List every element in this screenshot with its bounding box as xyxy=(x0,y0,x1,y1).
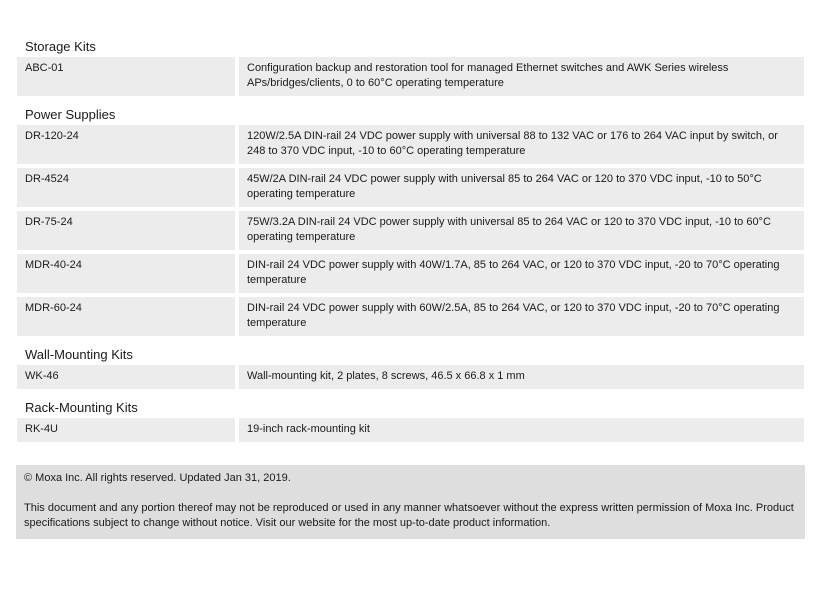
table-row xyxy=(17,211,804,250)
model-name: DR-75-24 xyxy=(17,211,235,250)
model-description: Wall-mounting kit, 2 plates, 8 screws, 46.5 x 66.8 x 1 mm xyxy=(239,365,804,389)
copyright-text: © Moxa Inc. All rights reserved. Updated Jan 31, 2019. xyxy=(24,472,291,484)
footer-notice xyxy=(16,465,805,539)
section-rack-mounting-kits xyxy=(17,393,804,442)
section-storage-kits xyxy=(17,32,804,96)
model-description: 19-inch rack-mounting kit xyxy=(239,418,804,442)
model-name: RK-4U xyxy=(17,418,235,442)
accessories-list xyxy=(17,30,804,446)
model-description: 75W/3.2A DIN-rail 24 VDC power supply with universal 85 to 264 VAC or 120 to 370 VDC input, -10 to 60°C operating temperature xyxy=(239,211,804,250)
section-title: Storage Kits xyxy=(25,39,96,54)
table-row xyxy=(17,365,804,389)
table-row xyxy=(17,125,804,164)
model-name: ABC-01 xyxy=(17,57,235,96)
table-row xyxy=(17,254,804,293)
table-row xyxy=(17,297,804,336)
section-title: Rack-Mounting Kits xyxy=(25,400,138,415)
model-description: Configuration backup and restoration tool for managed Ethernet switches and AWK Series wireless APs/bridges/clients, 0 to 60°C operating temperature xyxy=(239,57,804,96)
section-title: Wall-Mounting Kits xyxy=(25,347,133,362)
model-description: DIN-rail 24 VDC power supply with 40W/1.7A, 85 to 264 VAC, or 120 to 370 VDC input, -20 to 70°C operating temperature xyxy=(239,254,804,293)
model-description: 45W/2A DIN-rail 24 VDC power supply with universal 85 to 264 VAC or 120 to 370 VDC input, -10 to 50°C operating temperature xyxy=(239,168,804,207)
model-name: DR-4524 xyxy=(17,168,235,207)
section-power-supplies xyxy=(17,100,804,336)
section-wall-mounting-kits xyxy=(17,340,804,389)
model-description: 120W/2.5A DIN-rail 24 VDC power supply with universal 88 to 132 VAC or 176 to 264 VAC input by switch, or 248 to 370 VDC input, -10 to 60°C operating temperature xyxy=(239,125,804,164)
model-name: WK-46 xyxy=(17,365,235,389)
legal-notice-text: This document and any portion thereof may not be reproduced or used in any manner whatsoever without the express written permission of Moxa Inc. Product specifications subject to change without notice. Visit our website for the most up-to-date product information. xyxy=(24,502,794,529)
table-row xyxy=(17,57,804,96)
table-row xyxy=(17,168,804,207)
model-description: DIN-rail 24 VDC power supply with 60W/2.5A, 85 to 264 VAC, or 120 to 370 VDC input, -20 to 70°C operating temperature xyxy=(239,297,804,336)
model-name: MDR-60-24 xyxy=(17,297,235,336)
section-title: Power Supplies xyxy=(25,107,116,122)
model-name: MDR-40-24 xyxy=(17,254,235,293)
table-row xyxy=(17,418,804,442)
model-name: DR-120-24 xyxy=(17,125,235,164)
